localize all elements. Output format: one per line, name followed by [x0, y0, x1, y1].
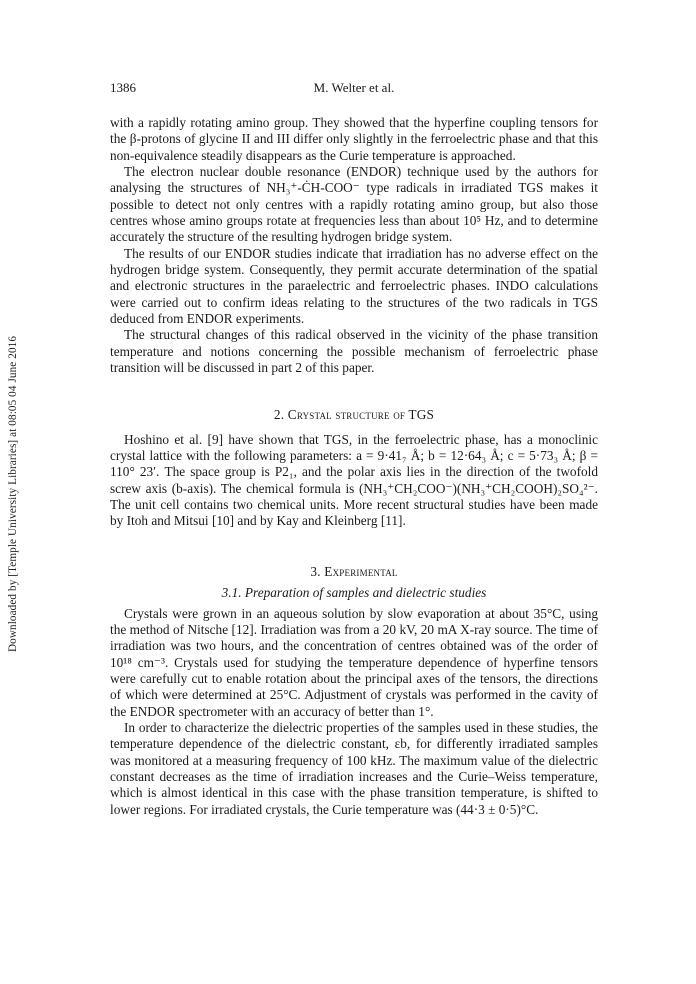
paragraph-part2-outlook: The structural changes of this radical observed in the vicinity of the phase transition temperature and notions concerning the possible mechanism of ferroelectric phase transition will be discussed in part 2 of this paper. — [110, 327, 598, 376]
paragraph-dielectric-properties: In order to characterize the dielectric properties of the samples used in these studies, the temperature dependence of the dielectric constant, εb, for differently irradiated samples was monitored at a measuring frequency of 100 kHz. The maximum value of the dielectric constant decreases as the time of irradiation increases and the Curie–Weiss temperature, which is almost identical in this case with the phase transition temperature, is shifted to lower regions. For irradiated crystals, the Curie temperature was (44·3 ± 0·5)°C. — [110, 719, 598, 817]
paragraph-endor-results: The results of our ENDOR studies indicate that irradiation has no adverse effect on the hydrogen bridge system. Consequently, they permit accurate determination of the spatial and electronic structures in the paraelectric and ferroelectric phases. INDO calculations were carried out to confirm ideas relating to the structures of the two radicals in TGS deduced from ENDOR experiments. — [110, 245, 598, 327]
journal-page — [110, 80, 598, 817]
subsection-heading-preparation: 3.1. Preparation of samples and dielectric studies — [221, 584, 487, 600]
paragraph-continuation: with a rapidly rotating amino group. They showed that the hyperfine coupling tensors for the β-protons of glycine II and III differ only slightly in the ferroelectric phase and that this non-equivalence steadily disappears as the Curie temperature is approached. — [110, 115, 598, 163]
section-heading-crystal-structure: 2. Crystal structure of TGS — [273, 406, 435, 422]
page-number: 1386 — [110, 80, 136, 95]
paragraph-endor-technique: The electron nuclear double resonance (ENDOR) technique used by the authors for analysing the structures of NH₃⁺-ĊH-COO⁻ type radicals in irradiated TGS makes it possible to detect not only centres with a rapidly rotating amino group, but also those centres whose amino groups rotate at frequencies less than about 10⁵ Hz, and to determine accurately the structure of the resulting hydrogen bridge system. — [110, 164, 598, 245]
download-watermark — [3, 294, 23, 694]
running-title: M. Welter et al. — [313, 80, 395, 95]
download-watermark-text: Downloaded by [Temple University Libraries] at 08:05 04 June 2016 — [7, 335, 19, 653]
paragraph-crystal-growth: Crystals were grown in an aqueous solution by slow evaporation at about 35°C, using the method of Nitsche [12]. Irradiation was from a 20 kV, 20 mA X-ray source. The time of irradiation was two hours, and the concentration of centres obtained was of the order of 10¹⁸ cm⁻³. Crystals used for studying the temperature dependence of hyperfine tensors were carefully cut to enable rotation about the principal axes of the tensors, the directions of which were determined at 25°C. Adjustment of crystals was performed in the cavity of the ENDOR spectrometer with an accuracy of better than 1°. — [110, 605, 598, 719]
section-heading-experimental: 3. Experimental — [310, 563, 398, 579]
paragraph-crystal-structure: Hoshino et al. [9] have shown that TGS, in the ferroelectric phase, has a monoclinic crystal lattice with the following parameters: a = 9·41₇ Å; b = 12·64₃ Å; c = 5·73₃ Å; β = 110° 23′. The space group is P2₁, and the polar axis lies in the direction of the twofold screw axis (b-axis). The chemical formula is (NH₃⁺CH₂COO⁻)(NH₃⁺CH₂COOH)₂SO₄²⁻. The unit cell contains two chemical units. More recent structural studies have been made by Itoh and Mitsui [10] and by Kay and Kleinberg [11]. — [110, 431, 598, 529]
article-body — [110, 115, 598, 818]
page-header — [110, 80, 598, 100]
